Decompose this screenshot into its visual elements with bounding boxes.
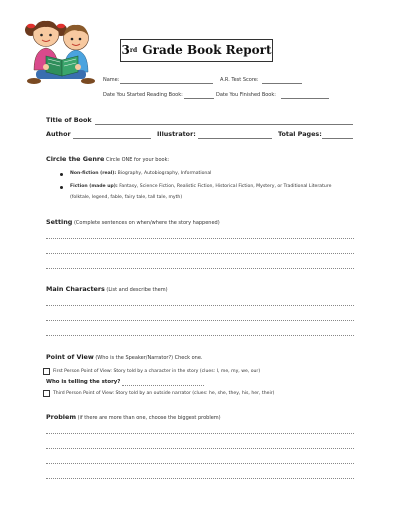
setting-line[interactable] xyxy=(46,238,354,239)
total-pages-label: Total Pages: xyxy=(278,130,322,138)
pov-heading-row xyxy=(46,354,203,362)
problem-heading-row xyxy=(46,414,221,422)
first-person-checkbox[interactable] xyxy=(43,368,50,375)
genre-instruction: Circle ONE for your book: xyxy=(105,157,170,163)
title-of-book-label: Title of Book xyxy=(46,116,92,124)
setting-line[interactable] xyxy=(46,268,354,269)
bullet-icon xyxy=(60,173,63,176)
title-text: Grade Book Report xyxy=(142,43,272,58)
fiction-items-traditional: (folktale, legend, fable, fairy tale, tall tale, myth) xyxy=(70,195,183,200)
fiction-row xyxy=(70,184,331,190)
title-ordinal-suffix: rd xyxy=(129,46,138,54)
problem-heading: Problem xyxy=(46,413,76,421)
fiction-label: Fiction (made up): xyxy=(70,184,118,189)
problem-instruction: (if there are more than one, choose the biggest problem) xyxy=(77,415,221,421)
problem-line[interactable] xyxy=(46,478,354,479)
who-telling-field[interactable] xyxy=(122,385,204,386)
date-started-label: Date You Started Reading Book: xyxy=(103,92,183,98)
characters-line[interactable] xyxy=(46,335,354,336)
problem-line[interactable] xyxy=(46,448,354,449)
genre-heading: Circle the Genre xyxy=(46,155,105,163)
third-person-row xyxy=(53,391,274,397)
nonfiction-row xyxy=(70,171,211,177)
pov-instruction: (Who is the Speaker/Narrator?) Check one. xyxy=(95,355,203,361)
third-person-label: Third Person Point of View: xyxy=(53,391,115,396)
setting-instruction: (Complete sentences on when/where the story happened) xyxy=(73,220,220,226)
first-person-row xyxy=(53,369,260,375)
ar-score-label: A.R. Test Score: xyxy=(220,77,259,83)
characters-heading-row xyxy=(46,286,168,294)
first-person-desc: Story told by a character in the story (clues: I, me, my, we, our) xyxy=(113,369,261,374)
author-field[interactable] xyxy=(73,138,151,139)
date-started-field[interactable] xyxy=(184,98,214,99)
illustrator-label: Illustrator: xyxy=(157,130,196,138)
nonfiction-label: Non-fiction (real): xyxy=(70,171,117,176)
pov-heading: Point of View xyxy=(46,353,94,361)
fiction-items: Fantasy, Science Fiction, Realistic Fiction, Historical Fiction, Mystery, or Traditional Literature xyxy=(119,184,332,189)
problem-line[interactable] xyxy=(46,463,354,464)
report-title xyxy=(120,39,273,62)
ar-score-field[interactable] xyxy=(262,83,302,84)
name-field[interactable] xyxy=(120,83,213,84)
kids-reading-illustration xyxy=(22,12,104,88)
name-label: Name: xyxy=(103,77,120,83)
setting-heading: Setting xyxy=(46,218,73,226)
setting-line[interactable] xyxy=(46,253,354,254)
total-pages-field[interactable] xyxy=(322,138,353,139)
genre-heading-row xyxy=(46,156,169,164)
characters-heading: Main Characters xyxy=(46,285,105,293)
nonfiction-items: Biography, Autobiography, Informational xyxy=(117,171,212,176)
who-telling-label: Who is telling the story? xyxy=(46,379,121,385)
title-of-book-field[interactable] xyxy=(95,124,353,125)
third-person-desc: Story told by an outside narrator (clues: he, she, they, his, her, their) xyxy=(115,391,275,396)
characters-line[interactable] xyxy=(46,320,354,321)
third-person-checkbox[interactable] xyxy=(43,390,50,397)
date-finished-field[interactable] xyxy=(281,98,329,99)
illustrator-field[interactable] xyxy=(198,138,272,139)
first-person-label: First Person Point of View: xyxy=(53,369,112,374)
author-label: Author xyxy=(46,130,71,138)
characters-instruction: (List and describe them) xyxy=(106,287,168,293)
problem-line[interactable] xyxy=(46,433,354,434)
characters-line[interactable] xyxy=(46,305,354,306)
title-ordinal: 3 xyxy=(121,43,130,58)
setting-heading-row xyxy=(46,219,220,227)
bullet-icon xyxy=(60,186,63,189)
date-finished-label: Date You Finished Book: xyxy=(216,92,276,98)
